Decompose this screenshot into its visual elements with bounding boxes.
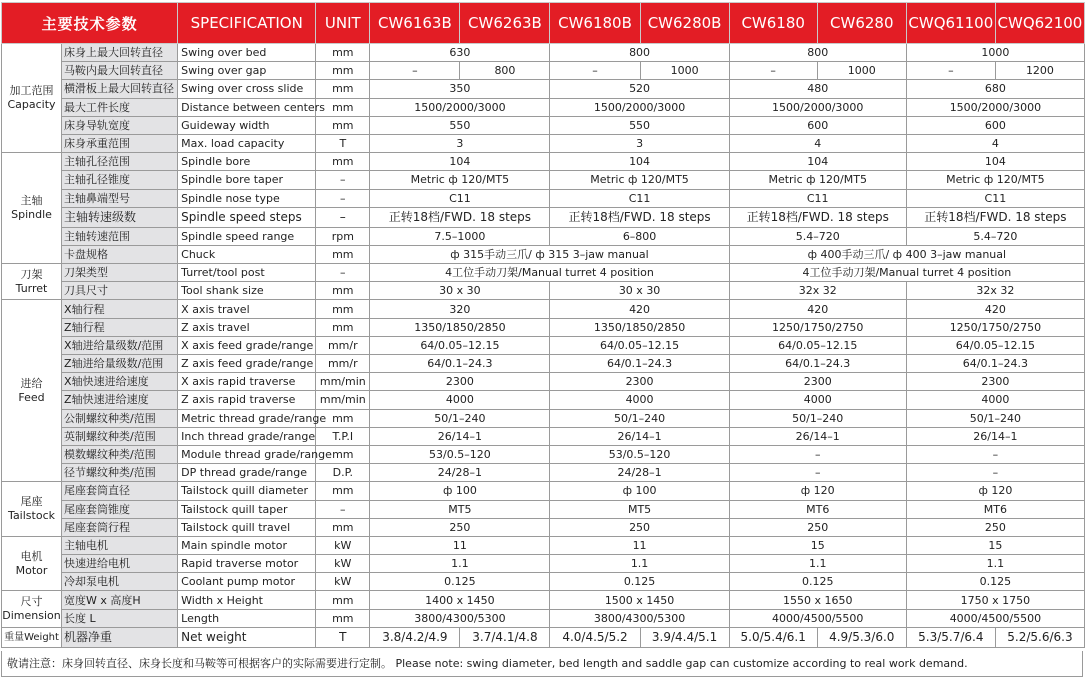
param-zh: 横滑板上最大回转直径: [62, 80, 178, 98]
param-unit: mm: [316, 318, 370, 336]
param-zh: 最大工件长度: [62, 98, 178, 116]
param-unit: mm: [316, 518, 370, 536]
value-cell: 1250/1750/2750: [906, 318, 1084, 336]
param-unit: –: [316, 171, 370, 189]
param-en: Swing over cross slide: [178, 80, 316, 98]
param-en: DP thread grade/range: [178, 464, 316, 482]
param-en: Spindle nose type: [178, 189, 316, 207]
table-row: [2, 427, 1085, 445]
value-cell: 2300: [729, 373, 906, 391]
param-zh: 机器净重: [62, 627, 178, 647]
value-cell: 11: [550, 536, 729, 554]
table-row: [2, 445, 1085, 463]
value-cell: 1500/2000/3000: [729, 98, 906, 116]
value-cell: 11: [370, 536, 550, 554]
value-cell: C11: [550, 189, 729, 207]
category-motor: 电机 Motor: [2, 536, 62, 591]
table-row: [2, 227, 1085, 245]
value-cell: 4: [729, 134, 906, 152]
value-cell: 2300: [906, 373, 1084, 391]
value-cell: 420: [906, 300, 1084, 318]
value-cell: 1550 x 1650: [729, 591, 906, 609]
value-cell: ф 120: [729, 482, 906, 500]
value-cell: 15: [729, 536, 906, 554]
value-cell: 64/0.1–24.3: [906, 355, 1084, 373]
param-zh: 床身导轨宽度: [62, 116, 178, 134]
value-cell: 3.9/4.4/5.1: [640, 627, 729, 647]
header-model-6: CW6280: [817, 3, 906, 44]
param-zh: 快速进给电机: [62, 555, 178, 573]
param-unit: mm: [316, 482, 370, 500]
value-cell: Metric ф 120/MT5: [550, 171, 729, 189]
param-unit: T: [316, 134, 370, 152]
value-cell: 26/14–1: [906, 427, 1084, 445]
param-en: Width x Height: [178, 591, 316, 609]
param-unit: mm: [316, 282, 370, 300]
param-zh: 主轴孔径范围: [62, 153, 178, 171]
param-unit: –: [316, 189, 370, 207]
param-zh: 刀具尺寸: [62, 282, 178, 300]
table-row: [2, 245, 1085, 263]
value-cell: 4工位手动刀架/Manual turret 4 position: [370, 264, 729, 282]
table-row: [2, 153, 1085, 171]
param-en: Spindle bore: [178, 153, 316, 171]
param-en: Main spindle motor: [178, 536, 316, 554]
param-en: Swing over bed: [178, 44, 316, 62]
param-en: Turret/tool post: [178, 264, 316, 282]
value-cell: MT5: [370, 500, 550, 518]
value-cell: 3: [550, 134, 729, 152]
value-cell: 53/0.5–120: [550, 445, 729, 463]
value-cell: 50/1–240: [370, 409, 550, 427]
table-row: [2, 300, 1085, 318]
param-zh: Z轴行程: [62, 318, 178, 336]
value-cell: 3.7/4.1/4.8: [460, 627, 550, 647]
param-en: Spindle bore taper: [178, 171, 316, 189]
param-unit: mm: [316, 245, 370, 263]
table-row: [2, 134, 1085, 152]
value-cell: –: [906, 62, 995, 80]
param-unit: mm: [316, 116, 370, 134]
param-zh: X轴行程: [62, 300, 178, 318]
param-en: Distance between centers: [178, 98, 316, 116]
header-model-8: CWQ62100: [995, 3, 1084, 44]
value-cell: 1350/1850/2850: [370, 318, 550, 336]
table-row: [2, 80, 1085, 98]
header-unit: UNIT: [316, 3, 370, 44]
param-unit: –: [316, 264, 370, 282]
category-tailstock: 尾座 Tailstock: [2, 482, 62, 537]
header-model-3: CW6180B: [550, 3, 640, 44]
value-cell: 1.1: [370, 555, 550, 573]
value-cell: 64/0.05–12.15: [370, 336, 550, 354]
param-en: Chuck: [178, 245, 316, 263]
table-row: [2, 500, 1085, 518]
value-cell: 0.125: [370, 573, 550, 591]
value-cell: 520: [550, 80, 729, 98]
value-cell: 1.1: [729, 555, 906, 573]
value-cell: 4000/4500/5500: [729, 609, 906, 627]
param-en: X axis travel: [178, 300, 316, 318]
value-cell: 30 x 30: [370, 282, 550, 300]
value-cell: 24/28–1: [550, 464, 729, 482]
value-cell: 26/14–1: [550, 427, 729, 445]
value-cell: Metric ф 120/MT5: [370, 171, 550, 189]
value-cell: 104: [370, 153, 550, 171]
value-cell: 350: [370, 80, 550, 98]
value-cell: 480: [729, 80, 906, 98]
value-cell: 4000: [906, 391, 1084, 409]
table-row: [2, 591, 1085, 609]
value-cell: 50/1–240: [729, 409, 906, 427]
value-cell: 30 x 30: [550, 282, 729, 300]
value-cell: Metric ф 120/MT5: [729, 171, 906, 189]
value-cell: 5.3/5.7/6.4: [906, 627, 995, 647]
value-cell: 4.0/4.5/5.2: [550, 627, 640, 647]
value-cell: 4工位手动刀架/Manual turret 4 position: [729, 264, 1084, 282]
value-cell: 420: [729, 300, 906, 318]
param-zh: 主轴转速范围: [62, 227, 178, 245]
header-model-4: CW6280B: [640, 3, 729, 44]
param-zh: Z轴快速进给速度: [62, 391, 178, 409]
param-en: Spindle speed steps: [178, 207, 316, 227]
param-unit: mm: [316, 591, 370, 609]
value-cell: 104: [729, 153, 906, 171]
value-cell: 1750 x 1750: [906, 591, 1084, 609]
param-en: X axis rapid traverse: [178, 373, 316, 391]
value-cell: 7.5–1000: [370, 227, 550, 245]
value-cell: 104: [906, 153, 1084, 171]
value-cell: 4000: [729, 391, 906, 409]
header-model-5: CW6180: [729, 3, 817, 44]
table-row: [2, 44, 1085, 62]
param-zh: 刀架类型: [62, 264, 178, 282]
value-cell: 0.125: [550, 573, 729, 591]
table-row: [2, 391, 1085, 409]
table-row: [2, 627, 1085, 647]
value-cell: 53/0.5–120: [370, 445, 550, 463]
value-cell: Metric ф 120/MT5: [906, 171, 1084, 189]
table-row: [2, 573, 1085, 591]
param-zh: 尾座套筒直径: [62, 482, 178, 500]
param-unit: mm/r: [316, 355, 370, 373]
param-zh: 尾座套筒行程: [62, 518, 178, 536]
value-cell: 250: [550, 518, 729, 536]
param-unit: mm: [316, 300, 370, 318]
param-unit: mm: [316, 409, 370, 427]
value-cell: 800: [729, 44, 906, 62]
table-row: [2, 189, 1085, 207]
param-zh: 主轴电机: [62, 536, 178, 554]
param-zh: 冷却泵电机: [62, 573, 178, 591]
value-cell: 3.8/4.2/4.9: [370, 627, 460, 647]
value-cell: 5.4–720: [906, 227, 1084, 245]
value-cell: 26/14–1: [370, 427, 550, 445]
param-zh: 主轴鼻端型号: [62, 189, 178, 207]
table-row: [2, 536, 1085, 554]
table-row: [2, 609, 1085, 627]
table-row: [2, 264, 1085, 282]
param-unit: rpm: [316, 227, 370, 245]
param-en: Z axis feed grade/range: [178, 355, 316, 373]
value-cell: 250: [370, 518, 550, 536]
param-en: Z axis rapid traverse: [178, 391, 316, 409]
value-cell: 1500 x 1450: [550, 591, 729, 609]
value-cell: 1500/2000/3000: [370, 98, 550, 116]
value-cell: 4000/4500/5500: [906, 609, 1084, 627]
table-row: [2, 373, 1085, 391]
param-zh: 宽度W x 高度H: [62, 591, 178, 609]
value-cell: –: [370, 62, 460, 80]
param-en: Module thread grade/range: [178, 445, 316, 463]
param-unit: kW: [316, 536, 370, 554]
value-cell: 800: [460, 62, 550, 80]
value-cell: 3: [370, 134, 550, 152]
value-cell: 3800/4300/5300: [550, 609, 729, 627]
param-zh: 尾座套筒锥度: [62, 500, 178, 518]
value-cell: 1250/1750/2750: [729, 318, 906, 336]
param-en: Tailstock quill diameter: [178, 482, 316, 500]
value-cell: 正转18档/FWD. 18 steps: [370, 207, 550, 227]
param-unit: T.P.I: [316, 427, 370, 445]
value-cell: 正转18档/FWD. 18 steps: [729, 207, 906, 227]
category-dimension: 尺寸 Dimension: [2, 591, 62, 627]
value-cell: MT5: [550, 500, 729, 518]
value-cell: 320: [370, 300, 550, 318]
param-en: Net weight: [178, 627, 316, 647]
table-row: [2, 98, 1085, 116]
param-unit: –: [316, 500, 370, 518]
param-en: Swing over gap: [178, 62, 316, 80]
value-cell: ф 400手动三爪/ ф 400 3–jaw manual: [729, 245, 1084, 263]
param-en: Metric thread grade/range: [178, 409, 316, 427]
param-zh: 主轴孔径锥度: [62, 171, 178, 189]
table-row: [2, 207, 1085, 227]
value-cell: 64/0.1–24.3: [370, 355, 550, 373]
footer-note: 敬请注意：床身回转直径、床身长度和马鞍等可根据客户的实际需要进行定制。 Please note: swing diameter, bed length and saddle gap can customize according to real work demand.: [1, 651, 1083, 677]
param-unit: mm: [316, 445, 370, 463]
value-cell: 0.125: [906, 573, 1084, 591]
param-en: Tool shank size: [178, 282, 316, 300]
value-cell: –: [729, 445, 906, 463]
header-row: [2, 3, 1085, 44]
value-cell: 550: [370, 116, 550, 134]
value-cell: 104: [550, 153, 729, 171]
value-cell: 1000: [640, 62, 729, 80]
value-cell: MT6: [906, 500, 1084, 518]
param-en: Rapid traverse motor: [178, 555, 316, 573]
param-unit: mm: [316, 609, 370, 627]
param-zh: 径节螺纹种类/范围: [62, 464, 178, 482]
param-zh: 主轴转速级数: [62, 207, 178, 227]
value-cell: 2300: [370, 373, 550, 391]
table-row: [2, 464, 1085, 482]
value-cell: 64/0.05–12.15: [550, 336, 729, 354]
value-cell: 正转18档/FWD. 18 steps: [906, 207, 1084, 227]
value-cell: 1350/1850/2850: [550, 318, 729, 336]
param-zh: X轴快速进给速度: [62, 373, 178, 391]
value-cell: –: [550, 62, 640, 80]
spec-table: [1, 2, 1085, 648]
value-cell: 420: [550, 300, 729, 318]
param-unit: –: [316, 207, 370, 227]
value-cell: ф 100: [550, 482, 729, 500]
table-row: [2, 555, 1085, 573]
value-cell: C11: [370, 189, 550, 207]
param-en: Max. load capacity: [178, 134, 316, 152]
value-cell: 550: [550, 116, 729, 134]
category-capacity: 加工范围 Capacity: [2, 44, 62, 153]
value-cell: ф 315手动三爪/ ф 315 3–jaw manual: [370, 245, 729, 263]
value-cell: 1000: [906, 44, 1084, 62]
value-cell: 250: [906, 518, 1084, 536]
param-zh: 床身上最大回转直径: [62, 44, 178, 62]
value-cell: –: [729, 62, 817, 80]
param-zh: 卡盘规格: [62, 245, 178, 263]
param-unit: D.P.: [316, 464, 370, 482]
param-unit: mm: [316, 153, 370, 171]
value-cell: 1200: [995, 62, 1084, 80]
header-model-2: CW6263B: [460, 3, 550, 44]
param-zh: X轴进给量级数/范围: [62, 336, 178, 354]
category-feed: 进给 Feed: [2, 300, 62, 482]
value-cell: 4000: [370, 391, 550, 409]
table-row: [2, 171, 1085, 189]
value-cell: –: [906, 464, 1084, 482]
param-unit: mm: [316, 62, 370, 80]
table-row: [2, 318, 1085, 336]
table-row: [2, 116, 1085, 134]
value-cell: 26/14–1: [729, 427, 906, 445]
value-cell: C11: [906, 189, 1084, 207]
param-unit: mm: [316, 44, 370, 62]
value-cell: 1400 x 1450: [370, 591, 550, 609]
param-zh: 长度 L: [62, 609, 178, 627]
value-cell: 2300: [550, 373, 729, 391]
param-en: Tailstock quill taper: [178, 500, 316, 518]
param-unit: mm/min: [316, 373, 370, 391]
value-cell: 32x 32: [906, 282, 1084, 300]
value-cell: 50/1–240: [906, 409, 1084, 427]
value-cell: C11: [729, 189, 906, 207]
param-zh: 公制螺纹种类/范围: [62, 409, 178, 427]
value-cell: 5.0/5.4/6.1: [729, 627, 817, 647]
param-unit: mm/min: [316, 391, 370, 409]
table-row: [2, 62, 1085, 80]
param-unit: mm: [316, 98, 370, 116]
value-cell: 1.1: [906, 555, 1084, 573]
value-cell: 1.1: [550, 555, 729, 573]
value-cell: 800: [550, 44, 729, 62]
value-cell: 64/0.1–24.3: [550, 355, 729, 373]
table-row: [2, 409, 1085, 427]
value-cell: 680: [906, 80, 1084, 98]
param-zh: 马鞍内最大回转直径: [62, 62, 178, 80]
header-title-zh: 主要技术参数: [2, 3, 178, 44]
value-cell: 4: [906, 134, 1084, 152]
header-spec: SPECIFICATION: [178, 3, 316, 44]
table-row: [2, 282, 1085, 300]
param-en: Tailstock quill travel: [178, 518, 316, 536]
value-cell: 4.9/5.3/6.0: [817, 627, 906, 647]
category-turret: 刀架 Turret: [2, 264, 62, 300]
param-unit: mm: [316, 80, 370, 98]
value-cell: 50/1–240: [550, 409, 729, 427]
value-cell: 15: [906, 536, 1084, 554]
param-zh: 模数螺纹种类/范围: [62, 445, 178, 463]
value-cell: 64/0.05–12.15: [729, 336, 906, 354]
param-en: Guideway width: [178, 116, 316, 134]
value-cell: 正转18档/FWD. 18 steps: [550, 207, 729, 227]
param-zh: 床身承重范围: [62, 134, 178, 152]
value-cell: 600: [906, 116, 1084, 134]
param-en: X axis feed grade/range: [178, 336, 316, 354]
value-cell: 3800/4300/5300: [370, 609, 550, 627]
value-cell: 5.2/5.6/6.3: [995, 627, 1084, 647]
value-cell: 1000: [817, 62, 906, 80]
param-en: Z axis travel: [178, 318, 316, 336]
value-cell: 1500/2000/3000: [550, 98, 729, 116]
value-cell: 64/0.05–12.15: [906, 336, 1084, 354]
value-cell: 64/0.1–24.3: [729, 355, 906, 373]
value-cell: ф 100: [370, 482, 550, 500]
value-cell: –: [729, 464, 906, 482]
value-cell: 630: [370, 44, 550, 62]
param-unit: T: [316, 627, 370, 647]
param-en: Coolant pump motor: [178, 573, 316, 591]
table-row: [2, 482, 1085, 500]
value-cell: 5.4–720: [729, 227, 906, 245]
table-row: [2, 336, 1085, 354]
param-zh: 英制螺纹种类/范围: [62, 427, 178, 445]
value-cell: MT6: [729, 500, 906, 518]
table-row: [2, 355, 1085, 373]
value-cell: 250: [729, 518, 906, 536]
value-cell: 0.125: [729, 573, 906, 591]
header-model-1: CW6163B: [370, 3, 460, 44]
param-unit: kW: [316, 555, 370, 573]
value-cell: ф 120: [906, 482, 1084, 500]
table-row: [2, 518, 1085, 536]
header-model-7: CWQ61100: [906, 3, 995, 44]
param-en: Spindle speed range: [178, 227, 316, 245]
value-cell: –: [906, 445, 1084, 463]
param-unit: kW: [316, 573, 370, 591]
param-zh: Z轴进给量级数/范围: [62, 355, 178, 373]
value-cell: 6–800: [550, 227, 729, 245]
value-cell: 32x 32: [729, 282, 906, 300]
value-cell: 600: [729, 116, 906, 134]
value-cell: 24/28–1: [370, 464, 550, 482]
value-cell: 1500/2000/3000: [906, 98, 1084, 116]
value-cell: 4000: [550, 391, 729, 409]
param-en: Inch thread grade/range: [178, 427, 316, 445]
param-unit: mm/r: [316, 336, 370, 354]
param-en: Length: [178, 609, 316, 627]
category-spindle: 主轴 Spindle: [2, 153, 62, 264]
category-weight: 重量Weight: [2, 627, 62, 647]
